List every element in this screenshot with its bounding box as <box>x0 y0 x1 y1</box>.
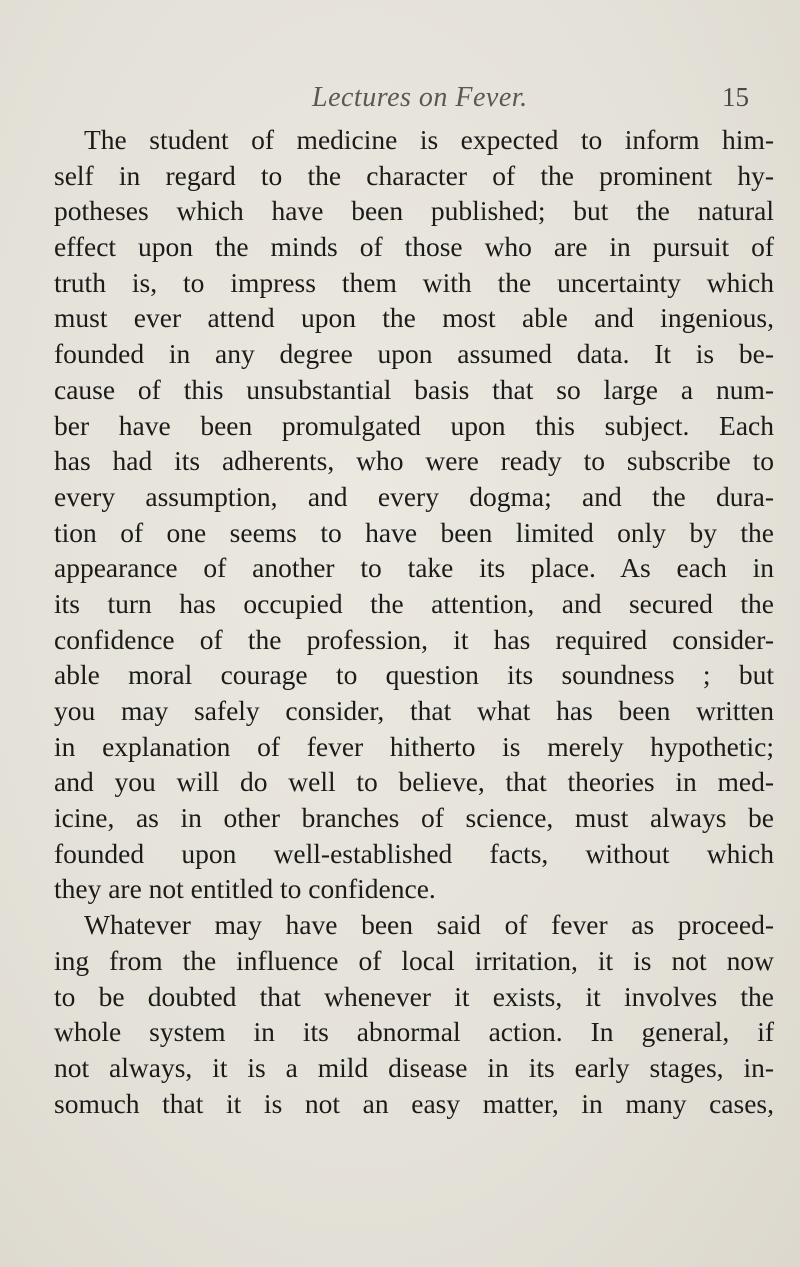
text-line: able moral courage to question its soundness ; but <box>54 659 774 691</box>
text-line: they are not entitled to confidence. <box>54 873 436 905</box>
text-line: Whatever may have been said of fever as proceed- <box>84 909 774 941</box>
text-line: its turn has occupied the attention, and secured the <box>54 587 774 619</box>
text-line: has had its adherents, who were ready to subscribe to <box>54 445 774 477</box>
text-line: confidence of the profession, it has required consider- <box>54 623 774 655</box>
text-line: effect upon the minds of those who are in pursuit of <box>54 231 774 263</box>
text-line: potheses which have been published; but the natural <box>54 195 774 227</box>
text-line: ber have been promulgated upon this subject. Each <box>54 409 774 441</box>
paragraph-2 <box>54 907 774 1121</box>
text-line: must ever attend upon the most able and ingenious, <box>54 302 774 334</box>
text-line: and you will do well to believe, that theories in med- <box>54 766 774 798</box>
text-line: in explanation of fever hitherto is merely hypothetic; <box>54 730 774 762</box>
text-line: self in regard to the character of the prominent hy- <box>54 159 774 191</box>
paragraph-1 <box>54 122 774 907</box>
running-title: Lectures on Fever. <box>312 82 528 113</box>
text-line: ing from the influence of local irritation, it is not now <box>54 944 774 976</box>
text-line: truth is, to impress them with the uncertainty which <box>54 266 774 298</box>
body-text <box>54 122 774 1121</box>
text-line: tion of one seems to have been limited only by the <box>54 516 774 548</box>
running-head <box>0 82 800 122</box>
text-line: whole system in its abnormal action. In general, if <box>54 1016 774 1048</box>
text-line: The student of medicine is expected to inform him- <box>84 124 774 155</box>
text-line: you may safely consider, that what has been written <box>54 695 774 726</box>
text-line: founded in any degree upon assumed data. It is be- <box>54 338 774 370</box>
text-line: founded upon well-established facts, without which <box>54 837 774 869</box>
text-line: appearance of another to take its place. As each in <box>54 552 774 584</box>
text-line: not always, it is a mild disease in its early stages, in- <box>54 1051 774 1083</box>
text-line: somuch that it is not an easy matter, in many cases, <box>54 1087 774 1119</box>
text-line: cause of this unsubstantial basis that so large a num- <box>54 373 774 405</box>
text-line: every assumption, and every dogma; and the dura- <box>54 480 774 512</box>
page-number: 15 <box>722 82 749 112</box>
text-line: icine, as in other branches of science, must always be <box>54 802 774 834</box>
text-line: to be doubted that whenever it exists, it involves the <box>54 980 774 1012</box>
